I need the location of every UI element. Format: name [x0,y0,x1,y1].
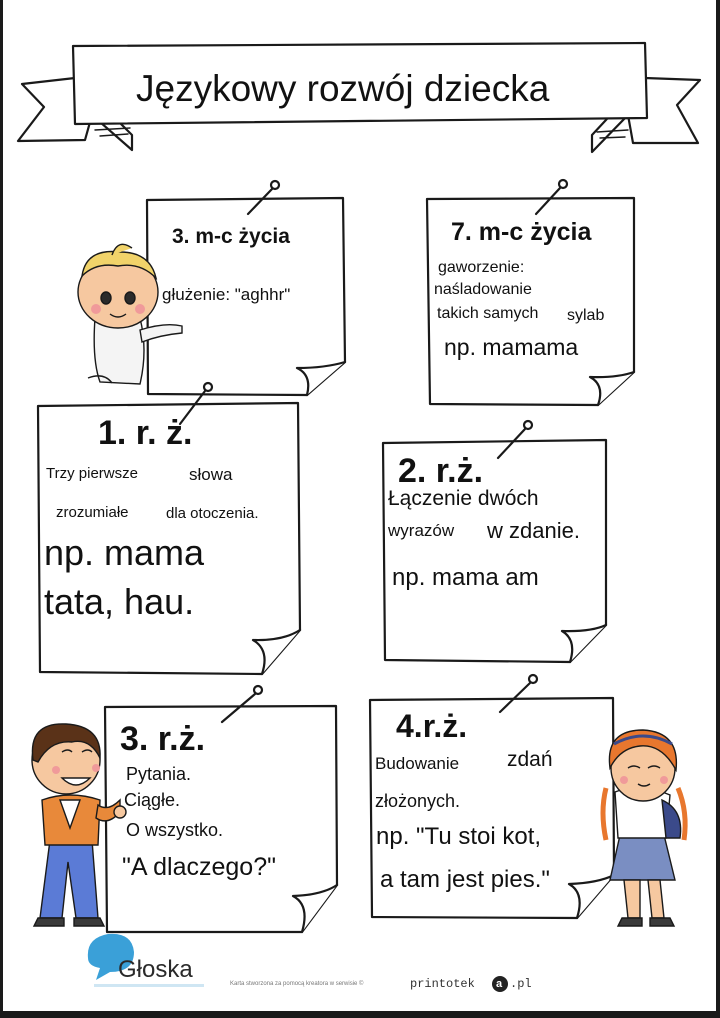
card-6-heading: 4.r.ż. [396,708,468,744]
card-4-heading: 2. r.ż. [398,452,484,490]
card-5-line: Pytania. [126,764,192,784]
card-3-example: np. mama [44,532,205,573]
page-title: Językowy rozwój dziecka [136,68,550,109]
card-3-line: dla otoczenia. [166,505,259,522]
card-6-line: złożonych. [375,791,461,811]
card-2-example: np. mamama [444,334,579,360]
card-3-heading: 1. r. ż. [98,414,193,452]
card-3-line: słowa [189,465,233,484]
footer-site: printotek [410,977,475,991]
card-4-line: wyrazów [388,521,455,540]
card-1-heading: 3. m-c życia [172,225,290,248]
footer-site-suffix: .pl [510,977,532,991]
card-5-heading: 3. r.ż. [120,720,206,758]
card-6-line: Budowanie [375,754,460,773]
card-5-example: "A dlaczego?" [122,853,276,881]
footer-site-circle: a [496,978,503,990]
footer-credit: Karta stworzona za pomocą kreatora w serwisie © [230,981,364,987]
card-5-line: Ciągłe. [124,790,181,810]
card-2-line: gaworzenie: [438,259,525,276]
card-3-line: zrozumiałe [56,504,129,521]
card-2-heading: 7. m-c życia [451,218,592,246]
card-3-line: Trzy pierwsze [46,465,138,482]
card-4-line: Łączenie dwóch [388,487,539,510]
card-2-line: takich samych [437,305,539,322]
card-4-line: w zdanie. [487,518,580,543]
card-6-line: zdań [507,748,553,771]
card-5-line: O wszystko. [126,820,224,840]
card-2-line: naśladowanie [434,281,532,298]
card-4-example: np. mama am [392,564,539,591]
card-6-example: a tam jest pies." [380,866,550,893]
card-6-example: np. "Tu stoi kot, [376,823,542,850]
card-2-line: sylab [567,307,605,324]
girl-illustration [603,730,685,926]
gloska-logo-text: Głoska [118,956,193,983]
card-1-line: głużenie: "aghhr" [162,285,291,304]
card-3-example: tata, hau. [44,581,195,622]
